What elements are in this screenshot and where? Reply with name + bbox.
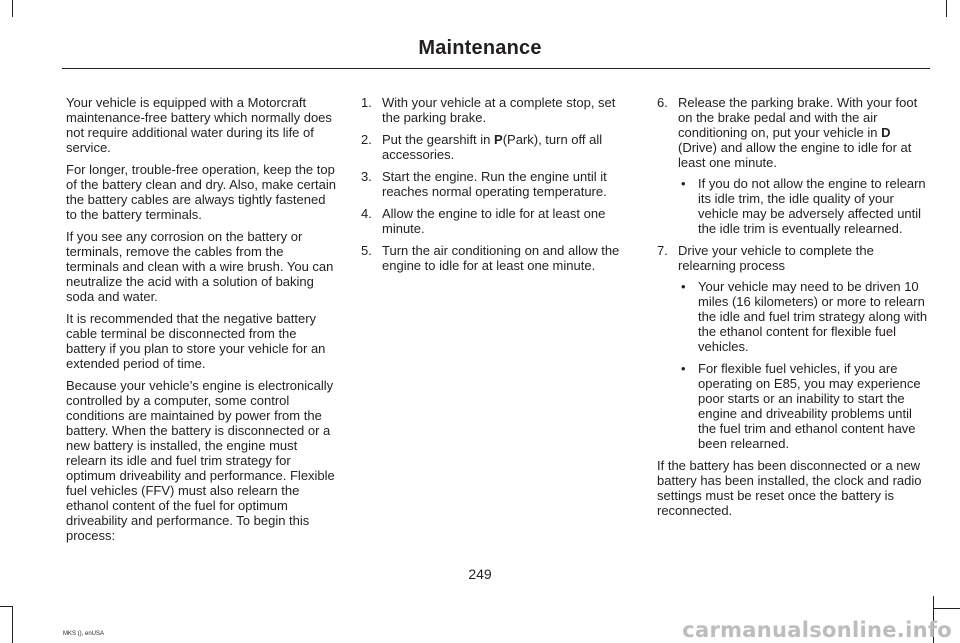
step-text: Allow the engine to idle for at least one minute.: [382, 206, 606, 236]
footer-code: MKS (), enUSA: [63, 631, 105, 637]
paragraph-corrosion: If you see any corrosion on the battery or terminals, remove the cables from the terminals and clean with a wire brush. You can neutralize the acid with a solution of baking soda and water.: [66, 229, 334, 304]
bullet-text: For flexible fuel vehicles, if you are operating on E85, you may experience poor starts or an inability to start the engine and driveability problems until the fuel trim and ethanol content have been relearned.: [698, 361, 921, 451]
paragraph-storage: It is recommended that the negative battery cable terminal be disconnected from the battery if you plan to store your vehicle for an extended period of time.: [66, 311, 326, 371]
step-text-post: (Park), turn off all accessories.: [382, 132, 603, 162]
crop-mark-bottom-left-h: [0, 606, 13, 607]
step-number: 1.: [361, 95, 372, 110]
header-rule: [62, 68, 930, 69]
bullet-text: Your vehicle may need to be driven 10 miles (16 kilometers) or more to relearn the idle and fuel trim strategy along with the ethanol content for flexible fuel vehicles.: [698, 279, 928, 354]
step-item: [361, 169, 633, 199]
step-text-post: (Drive) and allow the engine to idle for at least one minute.: [678, 140, 912, 170]
paragraph-keep-clean: For longer, trouble-free operation, keep the top of the battery clean and dry. Also, make certain the battery cables are always tightly fastened to the battery terminals.: [66, 162, 337, 222]
crop-mark-top-right-v: [946, 0, 947, 17]
step-number: 2.: [361, 132, 372, 147]
page-number: 249: [468, 566, 492, 582]
bullet-text: If you do not allow the engine to relearn its idle trim, the idle quality of your vehicle may be adversely affected until the idle trim is eventually relearned.: [698, 176, 926, 236]
bullet-icon: •: [681, 279, 686, 294]
paragraph-relearn-intro: Because your vehicle’s engine is electronically controlled by a computer, some control conditions are maintained by power from the battery. When the battery is disconnected or a new battery is installed, the engine must relearn its idle and fuel trim strategy for optimum driveability and performance. Flexible fuel vehicles (FFV) must also relearn the ethanol content of the fuel for optimum driveability and performance. To begin this process:: [66, 378, 335, 543]
step-item: [361, 206, 633, 236]
step-item: [361, 95, 633, 125]
gear-park-letter: P: [494, 132, 503, 147]
step-number: 3.: [361, 169, 372, 184]
step-text: With your vehicle at a complete stop, set the parking brake.: [382, 95, 616, 125]
step-number: 5.: [361, 243, 372, 258]
bullet-item: [678, 279, 931, 354]
gear-drive-letter: D: [881, 125, 891, 140]
step-item: [657, 243, 931, 451]
relearn-steps-list-continued: [657, 95, 931, 451]
step-item: [361, 243, 633, 273]
bullet-item: [678, 361, 931, 451]
step-text-pre: Put the gearshift in: [382, 132, 495, 147]
bullet-icon: •: [681, 361, 686, 376]
page-title: Maintenance: [418, 37, 542, 59]
paragraph-clock-radio-reset: If the battery has been disconnected or a new battery has been installed, the clock and radio settings must be reset once the battery is reconnected.: [657, 458, 922, 518]
step-text-pre: Release the parking brake. With your foot on the brake pedal and with the air conditioning on, put your vehicle in: [678, 95, 918, 140]
paragraph-battery-maintenance-free: Your vehicle is equipped with a Motorcraft maintenance-free battery which normally does not require additional water during its life of service.: [66, 95, 332, 155]
step-text: Turn the air conditioning on and allow the engine to idle for at least one minute.: [382, 243, 620, 273]
step-number: 7.: [657, 243, 668, 258]
watermark: carmanualsonline.info: [682, 618, 952, 642]
crop-mark-bottom-left-v: [12, 606, 13, 643]
relearn-steps-list: [361, 95, 633, 273]
column-1: [66, 95, 338, 550]
bullet-item: [678, 176, 931, 236]
step-item: [361, 132, 633, 162]
column-3: [657, 95, 931, 525]
column-2: [361, 95, 633, 280]
step-6-bullets: [678, 176, 931, 236]
bullet-icon: •: [681, 176, 686, 191]
step-item: [657, 95, 931, 236]
step-text: Drive your vehicle to complete the relearning process: [678, 243, 874, 273]
step-number: 6.: [657, 95, 668, 110]
step-text: Start the engine. Run the engine until it reaches normal operating temperature.: [382, 169, 607, 199]
step-7-bullets: [678, 279, 931, 451]
step-number: 4.: [361, 206, 372, 221]
crop-mark-top-left-v: [12, 0, 13, 17]
crop-mark-bottom-right-h: [933, 608, 960, 609]
